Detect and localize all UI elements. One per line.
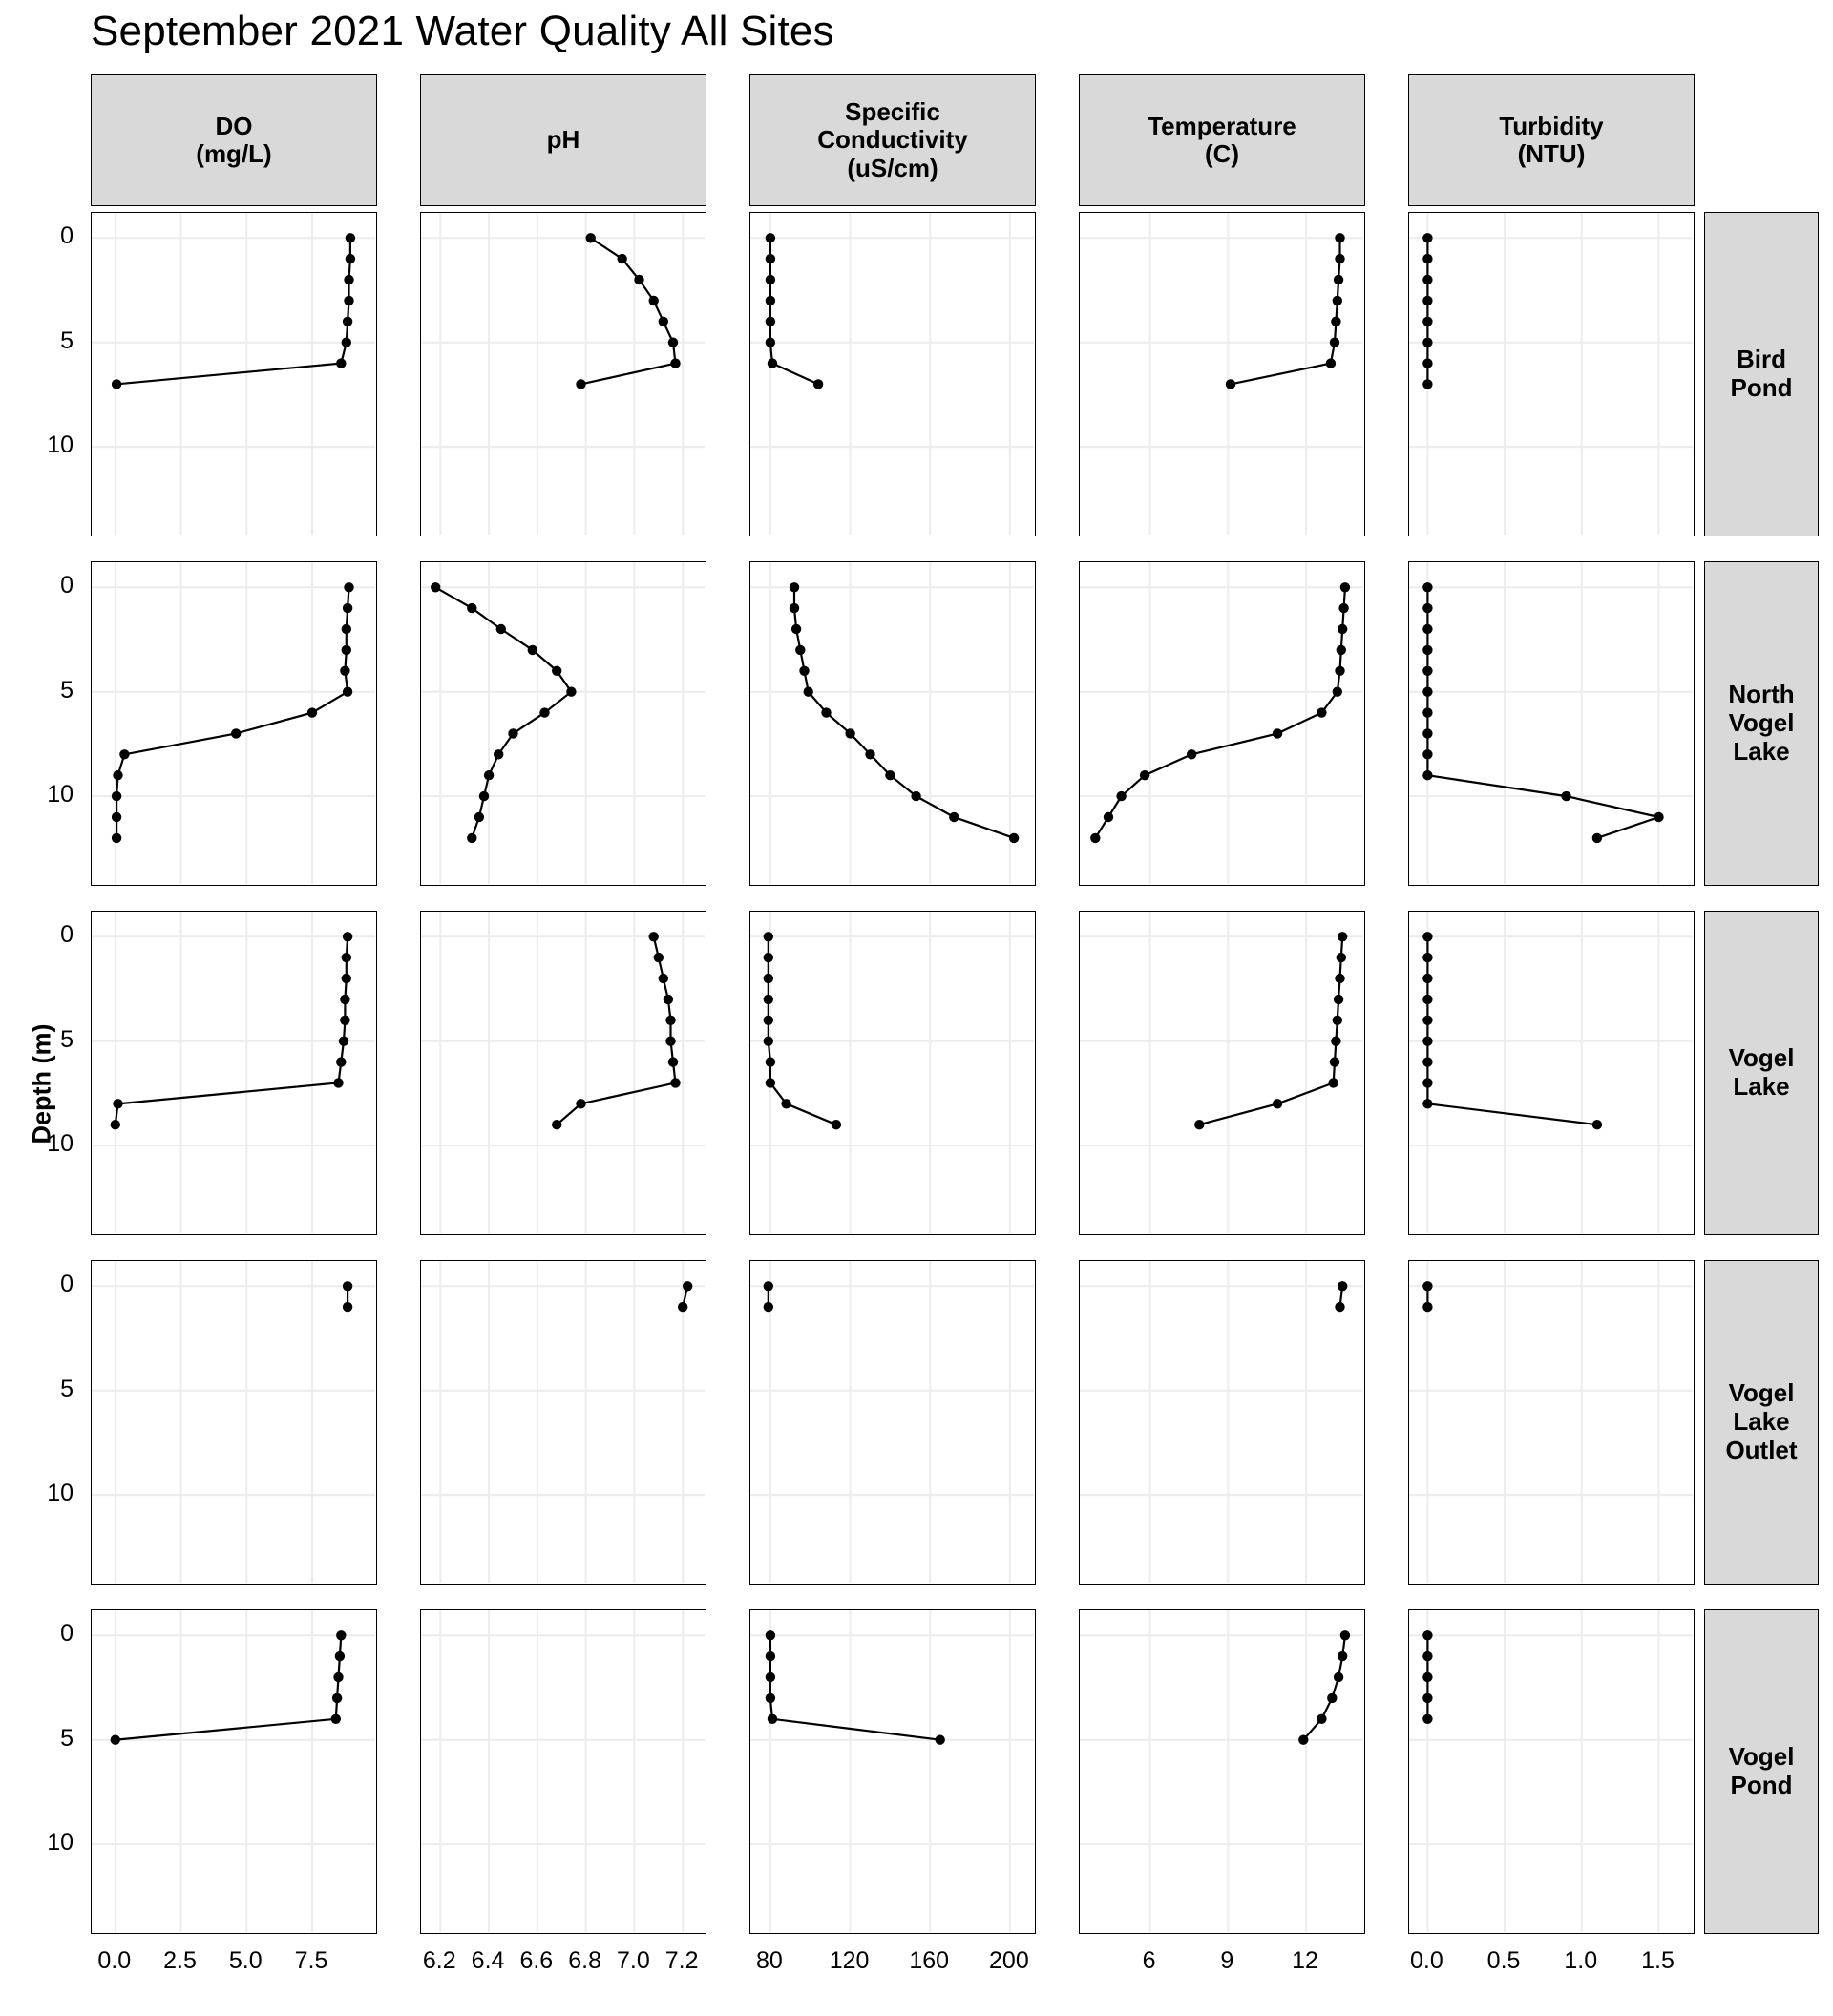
- panel-vogel_lake-spc: [749, 911, 1036, 1235]
- facet-column-header-turb: [1408, 74, 1695, 206]
- y-tick-label: 0: [60, 572, 74, 599]
- y-tick-label: 5: [60, 676, 74, 704]
- x-tick-label: 80: [756, 1947, 783, 1974]
- facet-column-header-label: Turbidity (NTU): [1499, 111, 1604, 168]
- facet-column-header-ph: [420, 74, 706, 206]
- facet-row-header-label: Vogel Lake Outlet: [1725, 1378, 1798, 1464]
- x-tick-label: 9: [1220, 1947, 1234, 1974]
- page-title: September 2021 Water Quality All Sites: [91, 8, 834, 54]
- panel-vogel_pond-spc: [749, 1609, 1036, 1934]
- facet-row-header-vogel_lake: [1704, 911, 1819, 1235]
- facet-row-header-label: North Vogel Lake: [1728, 680, 1795, 766]
- x-tick-label: 0.5: [1486, 1947, 1521, 1974]
- panel-vogel_lake_outlet-ph: [420, 1260, 706, 1585]
- y-axis-label: [6, 0, 56, 2016]
- panel-bird_pond-do: [91, 212, 377, 536]
- y-tick-label: 10: [47, 1829, 74, 1857]
- facet-row-header-vogel_lake_outlet: [1704, 1260, 1819, 1585]
- panel-vogel_lake_outlet-temp: [1079, 1260, 1365, 1585]
- facet-column-header-do: [91, 74, 377, 206]
- panel-bird_pond-spc: [749, 212, 1036, 536]
- facet-row-header-label: Bird Pond: [1730, 345, 1793, 402]
- panel-vogel_lake_outlet-turb: [1408, 1260, 1695, 1585]
- panel-north_vogel_lake-turb: [1408, 561, 1695, 886]
- y-tick-label: 10: [47, 1480, 74, 1507]
- panel-vogel_lake-ph: [420, 911, 706, 1235]
- panel-vogel_pond-ph: [420, 1609, 706, 1934]
- panel-vogel_lake-turb: [1408, 911, 1695, 1235]
- panel-vogel_lake_outlet-do: [91, 1260, 377, 1585]
- facet-column-header-label: DO (mg/L): [196, 111, 272, 168]
- y-axis-label-text: Depth (m): [27, 1023, 56, 1144]
- panel-vogel_pond-do: [91, 1609, 377, 1934]
- facet-row-header-bird_pond: [1704, 212, 1819, 536]
- facet-row-header-label: Vogel Pond: [1728, 1742, 1795, 1799]
- y-tick-label: 10: [47, 1130, 74, 1158]
- y-tick-label: 0: [60, 222, 74, 250]
- y-tick-label: 5: [60, 1375, 74, 1402]
- y-tick-label: 10: [47, 431, 74, 459]
- x-tick-label: 7.2: [664, 1947, 699, 1974]
- facet-row-header-label: Vogel Lake: [1728, 1043, 1795, 1101]
- y-tick-label: 0: [60, 1270, 74, 1298]
- facet-column-header-label: Specific Conductivity (uS/cm): [817, 97, 968, 182]
- x-tick-label: 6.2: [422, 1947, 456, 1974]
- x-tick-label: 200: [989, 1947, 1029, 1974]
- panel-bird_pond-temp: [1079, 212, 1365, 536]
- facet-row-header-north_vogel_lake: [1704, 561, 1819, 886]
- panel-north_vogel_lake-temp: [1079, 561, 1365, 886]
- panel-bird_pond-ph: [420, 212, 706, 536]
- x-tick-label: 6.6: [519, 1947, 554, 1974]
- panel-north_vogel_lake-do: [91, 561, 377, 886]
- facet-column-header-label: Temperature (C): [1148, 111, 1296, 168]
- panel-vogel_lake-temp: [1079, 911, 1365, 1235]
- panel-vogel_pond-turb: [1408, 1609, 1695, 1934]
- x-tick-label: 6.4: [471, 1947, 505, 1974]
- x-tick-label: 12: [1292, 1947, 1318, 1974]
- y-tick-label: 0: [60, 1620, 74, 1648]
- x-tick-label: 6.8: [568, 1947, 601, 1974]
- y-tick-label: 5: [60, 1724, 74, 1752]
- x-tick-label: 0.0: [1409, 1947, 1443, 1974]
- facet-row-header-vogel_pond: [1704, 1609, 1819, 1934]
- panel-north_vogel_lake-spc: [749, 561, 1036, 886]
- panel-vogel_lake-do: [91, 911, 377, 1235]
- x-tick-label: 7.0: [616, 1947, 650, 1974]
- x-tick-label: 6: [1142, 1947, 1156, 1974]
- x-tick-label: 1.5: [1641, 1947, 1675, 1974]
- panel-north_vogel_lake-ph: [420, 561, 706, 886]
- facet-column-header-spc: [749, 74, 1036, 206]
- x-tick-label: 0.0: [97, 1947, 132, 1974]
- x-tick-label: 2.5: [163, 1947, 197, 1974]
- y-tick-label: 5: [60, 326, 74, 354]
- x-tick-label: 1.0: [1564, 1947, 1598, 1974]
- x-tick-label: 160: [909, 1947, 950, 1974]
- y-tick-label: 5: [60, 1025, 74, 1053]
- panel-vogel_pond-temp: [1079, 1609, 1365, 1934]
- panel-vogel_lake_outlet-spc: [749, 1260, 1036, 1585]
- x-tick-label: 120: [829, 1947, 870, 1974]
- y-tick-label: 0: [60, 921, 74, 949]
- facet-column-header-label: pH: [546, 125, 580, 155]
- panel-bird_pond-turb: [1408, 212, 1695, 536]
- x-tick-label: 5.0: [228, 1947, 263, 1974]
- facet-column-header-temp: [1079, 74, 1365, 206]
- y-tick-label: 10: [47, 781, 74, 808]
- x-tick-label: 7.5: [294, 1947, 328, 1974]
